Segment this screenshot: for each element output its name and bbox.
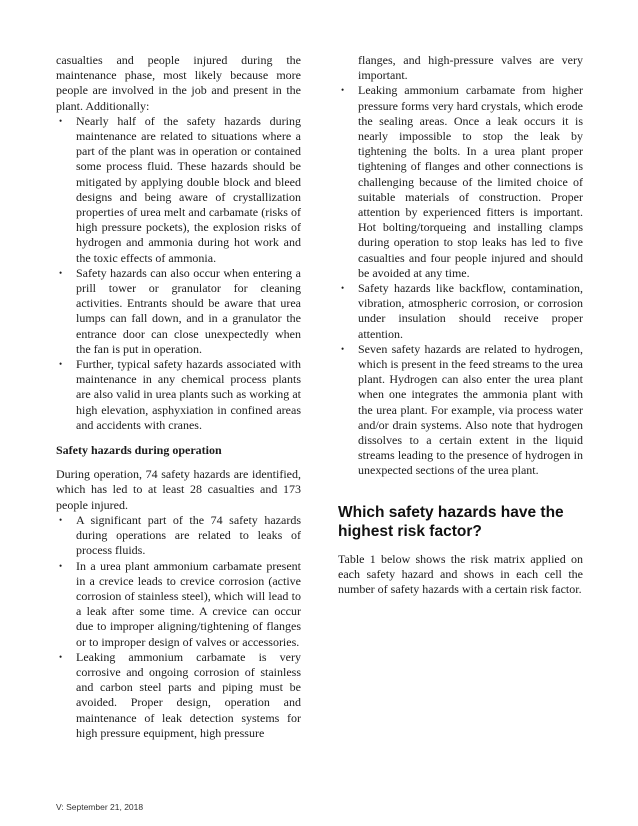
bullet-icon: • [341,85,345,96]
bullet-icon: • [59,115,63,126]
section-subheading: Safety hazards during operation [56,443,222,458]
left-column [56,53,301,741]
bullet-icon: • [59,514,63,525]
operation-bullet-list [56,513,301,741]
list-item-text: In a urea plant ammonium carbamate present in a crevice leads to crevice corrosion (active corrosion of stainless steel), which will lead to a leak after some time. A crevice can occur due to improper aligning/tightening of flanges or to improper design of valves or accessories. [76,558,301,649]
bullet-icon: • [341,343,345,354]
list-item [338,83,583,281]
list-item [56,513,301,559]
list-item [56,114,301,266]
bullet-icon: • [59,359,63,370]
section-heading: Which safety hazards have the highest risk factor? [338,503,564,540]
intro-paragraph: casualties and people injured during the maintenance phase, most likely because more people are involved in the job and present in the plant. Additionally: [56,53,301,113]
bullet-icon: • [341,283,345,294]
right-column [338,53,583,597]
list-item [338,281,583,342]
list-item-text: Safety hazards like backflow, contamination, vibration, atmospheric corrosion, or corrosion under insulation should receive proper attention. [358,281,583,341]
list-item [56,650,301,741]
page-footer: V: September 21, 2018 [56,802,144,812]
list-item-text: Safety hazards can also occur when entering a prill tower or granulator for cleaning activities. Entrants should be aware that urea lumps can fall down, and in a granulator the entrance door can close unexpectedly when the fan is put in operation. [76,265,301,356]
list-item [56,559,301,650]
list-item-text: A significant part of the 74 safety hazards during operations are related to leaks of process fluids. [76,512,301,558]
list-item [56,266,301,357]
list-item-text: Nearly half of the safety hazards during maintenance are related to situations where a part of the plant was in operation or contained some process fluid. These hazards should be mitigated by applying double block and bleed designs and being aware of crystallization properties of urea melt and carbamate (risks of high pressure pockets), the explosion risks of hydrogen and ammonia during hot work and the toxic effects of ammonia. [76,113,301,265]
risk-matrix-paragraph: Table 1 below shows the risk matrix applied on each safety hazard and shows in each cell the number of safety hazards with a certain risk factor. [338,551,583,597]
list-item [338,342,583,479]
operation-intro-paragraph: During operation, 74 safety hazards are identified, which has led to at least 28 casualties and 173 people injured. [56,467,301,512]
bullet-icon: • [59,651,63,662]
list-item [56,357,301,433]
list-item-text: Leaking ammonium carbamate is very corrosive and ongoing corrosion of stainless and carbon steel parts and piping must be avoided. Proper design, operation and maintenance of leak detection systems for high pressure equipment, high pressure [76,649,301,740]
leak-bullet-list [338,83,583,478]
list-item-text: Seven safety hazards are related to hydrogen, which is present in the feed streams to the urea plant. Hydrogen can also enter the urea plant when one integrates the ammonia plant with the urea plant. For example, via process water and/or drain systems. Also note that hydrogen dissolves to a certain extent in the liquid streams leading to the presence of hydrogen in unexpected sections of the urea plant. [358,341,583,478]
continuation-text: flanges, and high-pressure valves are very important. [358,53,583,83]
bullet-icon: • [59,560,63,571]
list-item-text: Leaking ammonium carbamate from higher pressure forms very hard crystals, which erode the sealing areas. Once a leak occurs it is nearly impossible to stop the leak by tightening the bolts. In a urea plant proper tightening of flanges and other connections is challenging because of the limited choice of suitable materials of construction. Proper attention by experienced fitters is important. Hot bolting/torqueing and installing clamps during operation to stop leaks has led to five casualties and four people injured and should be avoided at any time. [358,83,583,280]
maintenance-bullet-list [56,114,301,433]
list-item-text: Further, typical safety hazards associated with maintenance in any chemical process plants are also valid in urea plants such as working at high elevation, asphyxiation in confined areas and accidents with cranes. [76,357,301,432]
bullet-icon: • [59,267,63,278]
